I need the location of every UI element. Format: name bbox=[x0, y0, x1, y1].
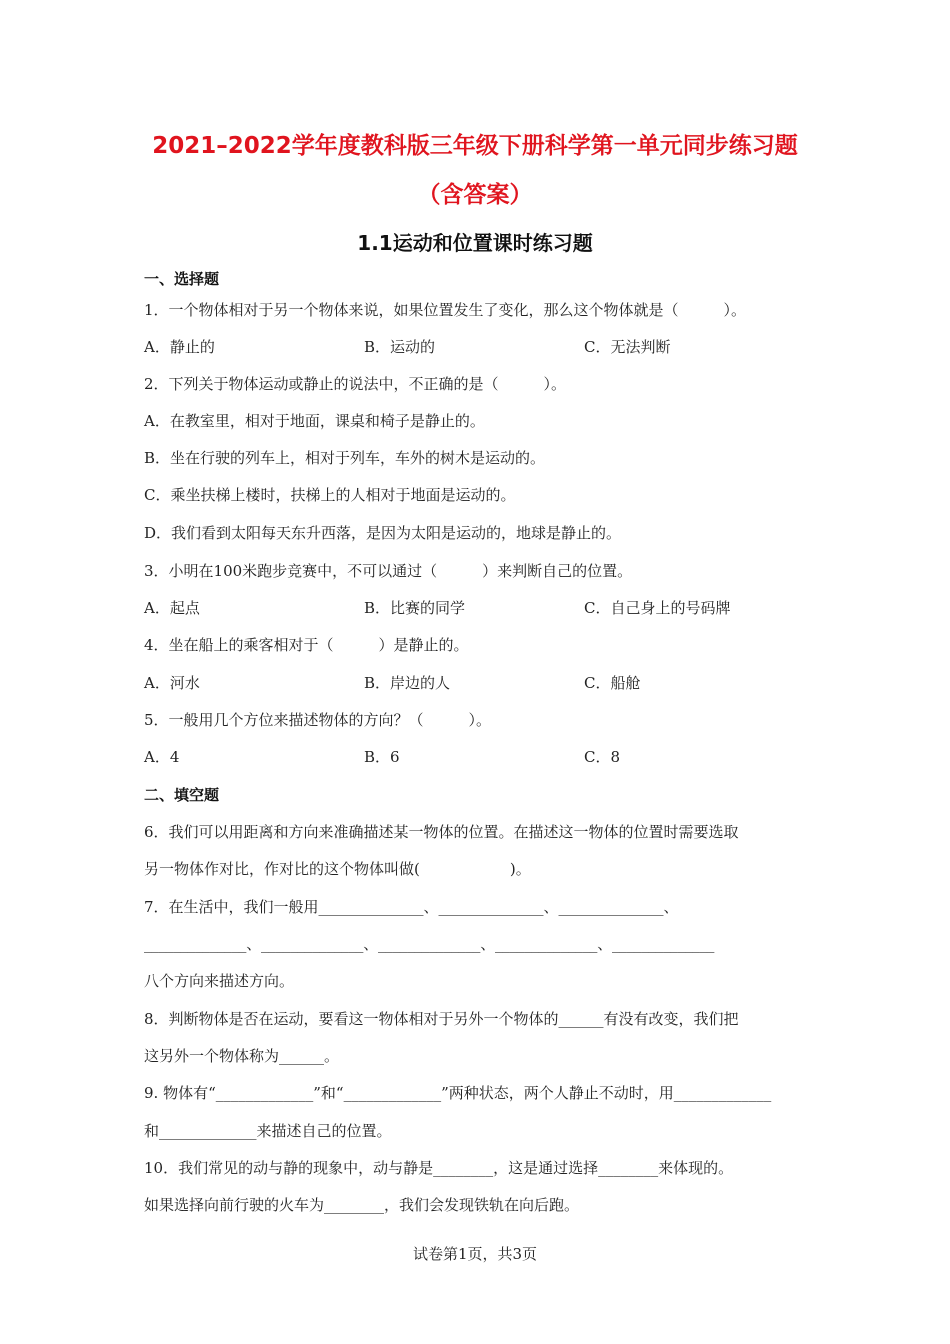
question-5: 5．一般用几个方位来描述物体的方向？（ ）。 bbox=[144, 711, 492, 729]
q5-option-b: B．6 bbox=[364, 748, 400, 766]
section-heading-fill: 二、填空题 bbox=[144, 786, 220, 804]
question-4: 4．坐在船上的乘客相对于（ ）是静止的。 bbox=[144, 636, 469, 654]
q7-blanks-1: ______________、______________、______________、 bbox=[318, 898, 679, 916]
q7-blanks-2: ______________、______________、______________、______________、______________ bbox=[144, 935, 715, 953]
q8-text-c: 这另外一个物体称为 bbox=[144, 1047, 280, 1065]
document-subtitle: （含答案） bbox=[417, 182, 533, 208]
q2-option-c: C．乘坐扶梯上楼时，扶梯上的人相对于地面是运动的。 bbox=[144, 486, 516, 504]
q9-blank-4: _____________ bbox=[159, 1122, 257, 1140]
q8-text-b: 有没有改变，我们把 bbox=[603, 1010, 739, 1028]
q4-option-b: B．岸边的人 bbox=[364, 674, 451, 692]
q10-text-d: 如果选择向前行驶的火车为 bbox=[144, 1196, 325, 1214]
section-heading-choice: 一、选择题 bbox=[144, 270, 220, 288]
q8-blank-1: ______ bbox=[558, 1010, 604, 1028]
q1-option-b: B．运动的 bbox=[364, 338, 436, 356]
lesson-title: 1.1运动和位置课时练习题 bbox=[357, 231, 593, 255]
q1-option-c: C．无法判断 bbox=[584, 338, 671, 356]
q10-text-a: 10．我们常见的动与静的现象中，动与静是 bbox=[144, 1159, 434, 1177]
q10-blank-3: ________ bbox=[324, 1196, 385, 1214]
q9-text-e: 来描述自己的位置。 bbox=[256, 1122, 392, 1140]
q2-option-b: B．坐在行驶的列车上，相对于列车，车外的树木是运动的。 bbox=[144, 449, 546, 467]
question-9-line-2 bbox=[144, 1120, 392, 1141]
q3-option-b: B．比赛的同学 bbox=[364, 599, 466, 617]
q3-option-a: A．起点 bbox=[144, 599, 200, 617]
q10-text-c: 来体现的。 bbox=[658, 1159, 734, 1177]
q10-text-e: ，我们会发现铁轨在向后跑。 bbox=[384, 1196, 580, 1214]
q9-text-b: ”和“ bbox=[313, 1084, 344, 1102]
q9-text-d: 和 bbox=[144, 1122, 160, 1140]
q9-blank-3: _____________ bbox=[673, 1084, 772, 1102]
document-title: 2021–2022学年度教科版三年级下册科学第一单元同步练习题 bbox=[152, 133, 798, 159]
q2-option-a: A．在教室里，相对于地面，课桌和椅子是静止的。 bbox=[144, 412, 485, 430]
q10-blank-2: ________ bbox=[598, 1159, 659, 1177]
q10-text-b: ，这是通过选择 bbox=[493, 1159, 599, 1177]
q7-text: 7．在生活中，我们一般用 bbox=[144, 898, 319, 916]
question-7-line-3: 八个方向来描述方向。 bbox=[144, 972, 295, 990]
question-7-line-1 bbox=[144, 896, 679, 917]
question-2: 2．下列关于物体运动或静止的说法中，不正确的是（ ）。 bbox=[144, 375, 567, 393]
q9-text-c: ”两种状态，两个人静止不动时，用 bbox=[441, 1084, 674, 1102]
q5-option-a: A．4 bbox=[144, 748, 180, 766]
q8-text-d: 。 bbox=[324, 1047, 340, 1065]
q4-option-a: A．河水 bbox=[144, 674, 200, 692]
q9-blank-2: _____________ bbox=[343, 1084, 442, 1102]
q3-option-c: C．自己身上的号码牌 bbox=[584, 599, 731, 617]
question-6-line-1: 6．我们可以用距离和方向来准确描述某一物体的位置。在描述这一物体的位置时需要选取 bbox=[144, 823, 739, 841]
question-9-line-1 bbox=[144, 1082, 771, 1103]
q8-text-a: 8．判断物体是否在运动，要看这一物体相对于另外一个物体的 bbox=[144, 1010, 559, 1028]
q4-option-c: C．船舱 bbox=[584, 674, 641, 692]
question-1: 1．一个物体相对于另一个物体来说，如果位置发生了变化，那么这个物体就是（ ）。 bbox=[144, 301, 747, 319]
q9-text-a: 9. 物体有“ bbox=[144, 1084, 216, 1102]
page-footer: 试卷第1页，共3页 bbox=[412, 1245, 538, 1263]
q9-blank-1: _____________ bbox=[215, 1084, 314, 1102]
question-3: 3．小明在100米跑步竞赛中，不可以通过（ ）来判断自己的位置。 bbox=[144, 562, 633, 580]
q5-option-c: C．8 bbox=[584, 748, 621, 766]
q8-blank-2: ______ bbox=[279, 1047, 325, 1065]
question-10-line-2 bbox=[144, 1194, 579, 1215]
question-8-line-2 bbox=[144, 1045, 339, 1066]
q2-option-d: D．我们看到太阳每天东升西落，是因为太阳是运动的，地球是静止的。 bbox=[144, 524, 622, 542]
q1-option-a: A．静止的 bbox=[144, 338, 215, 356]
question-10-line-1 bbox=[144, 1157, 733, 1178]
q10-blank-1: ________ bbox=[433, 1159, 494, 1177]
question-8-line-1 bbox=[144, 1008, 739, 1029]
question-6-line-2: 另一物体作对比，作对比的这个物体叫做( )。 bbox=[144, 860, 531, 878]
